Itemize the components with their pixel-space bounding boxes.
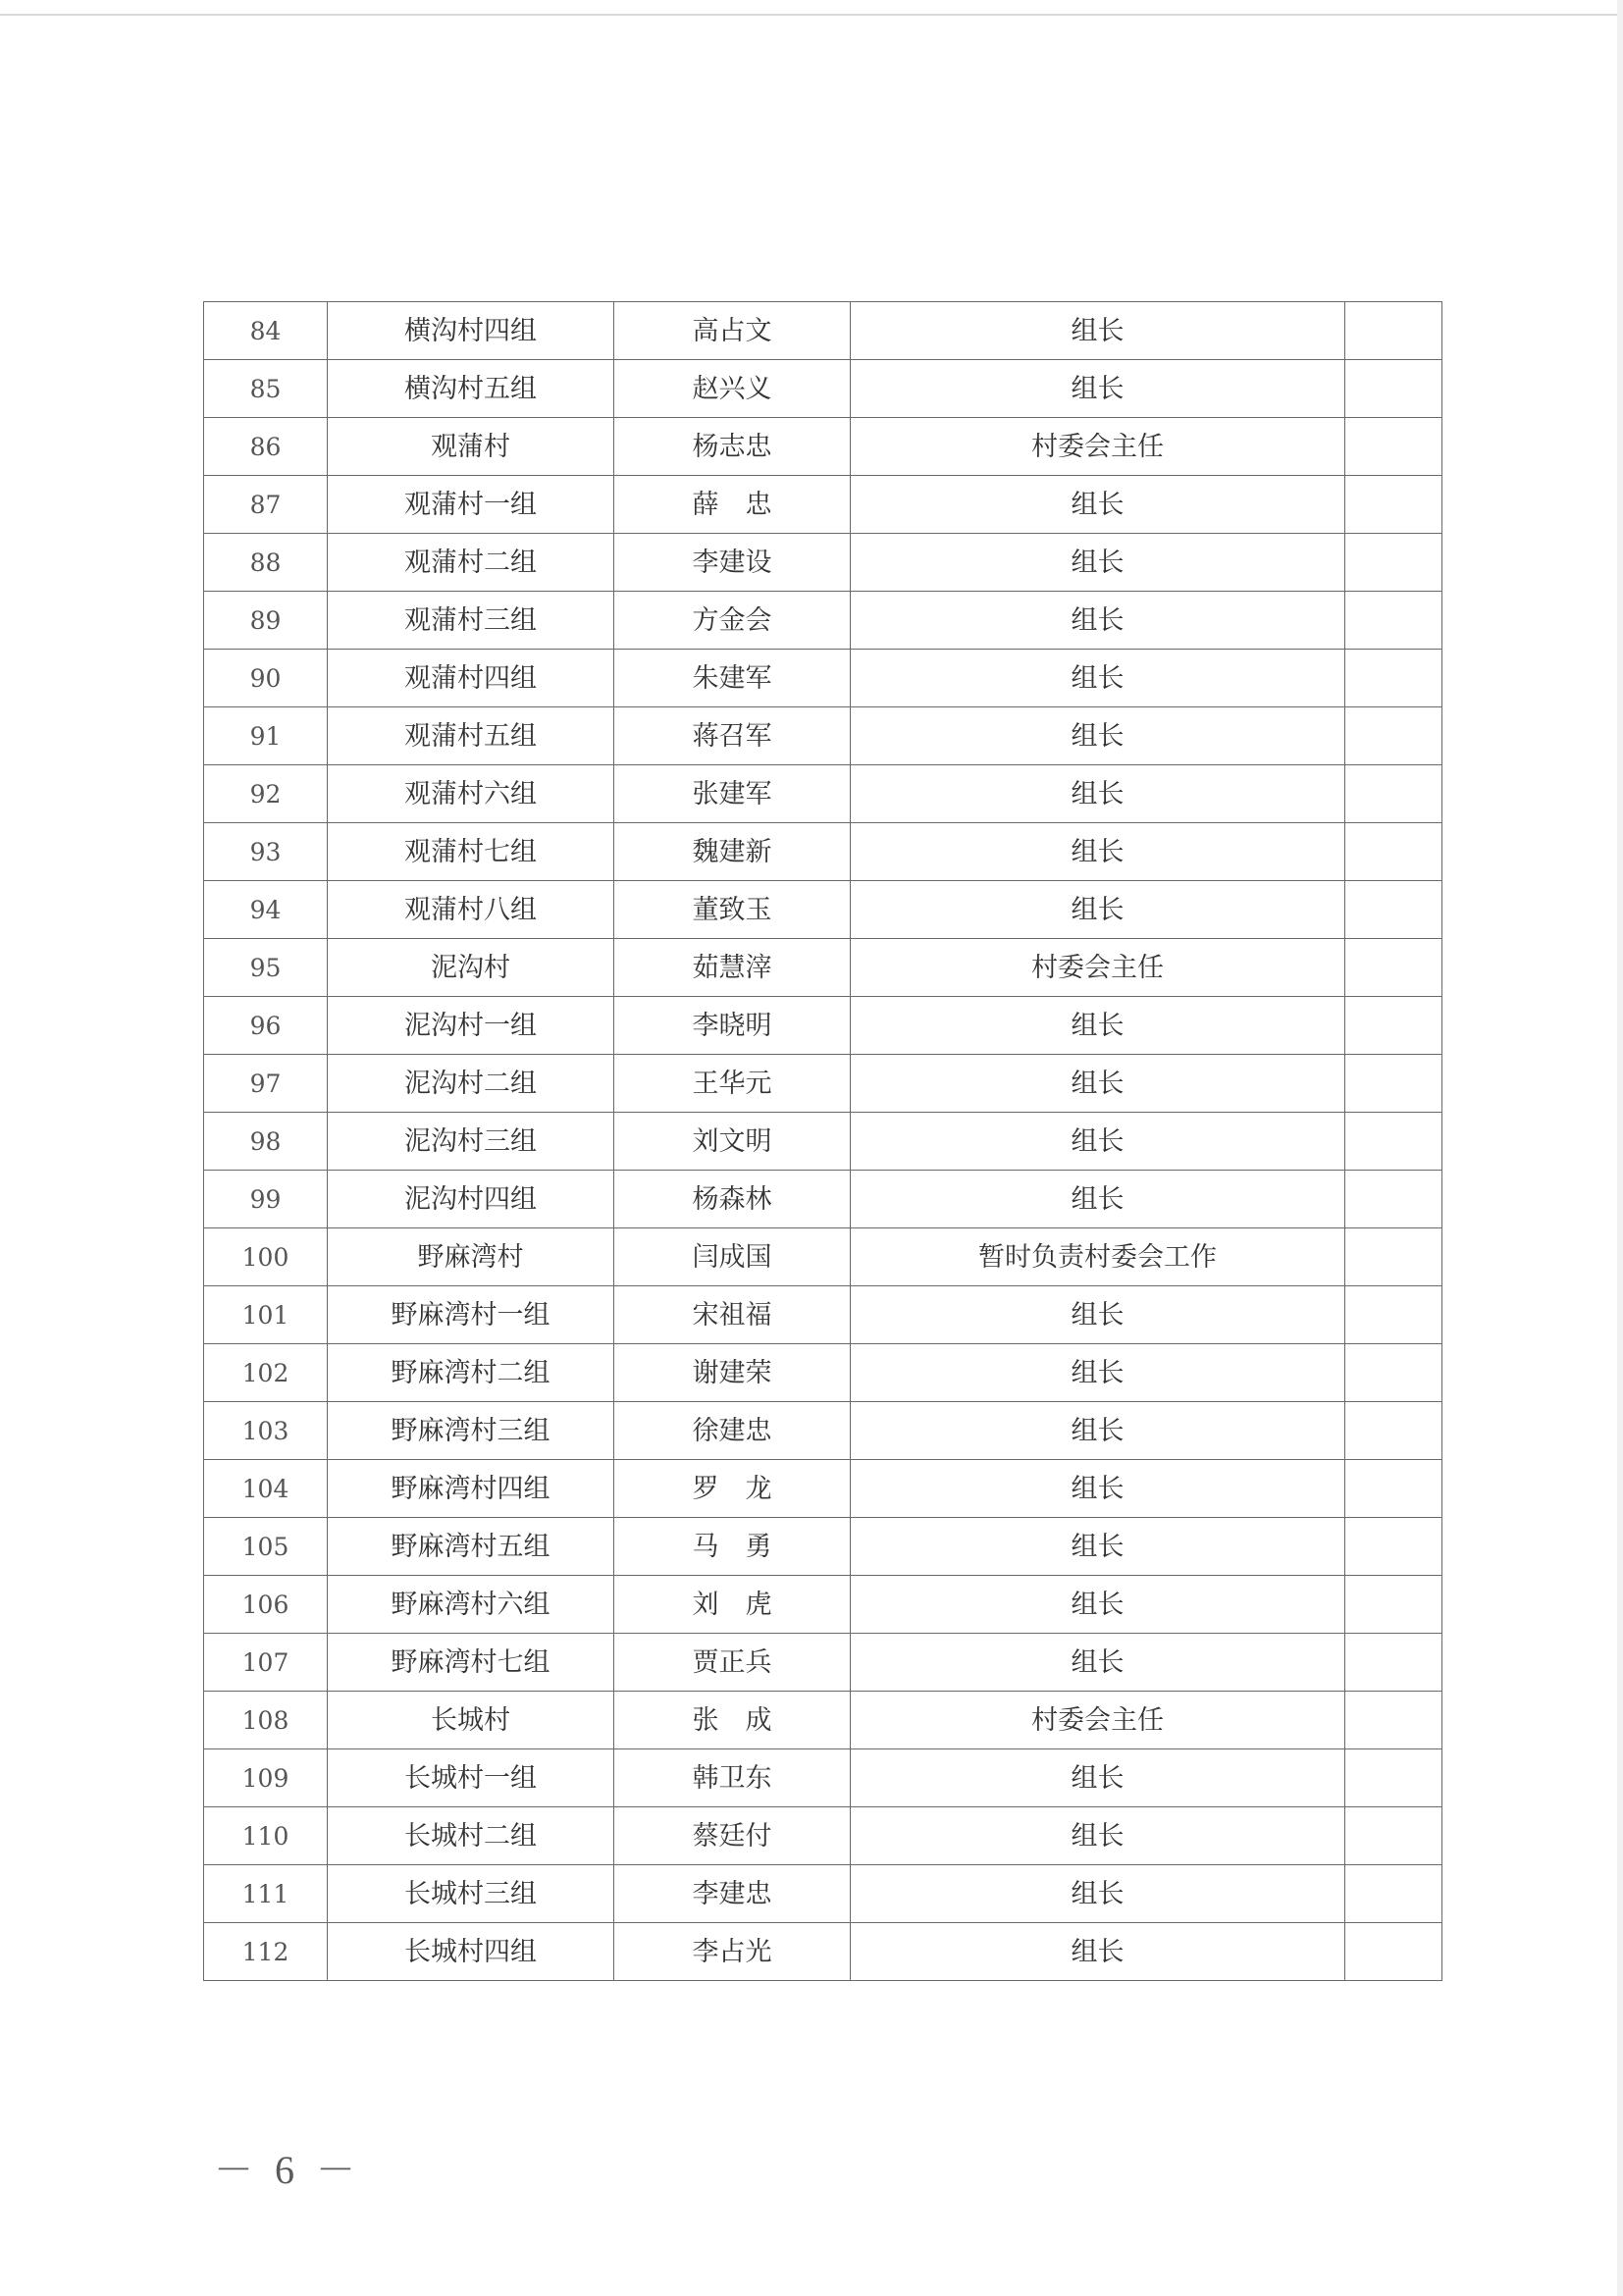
remarks-cell bbox=[1345, 823, 1442, 881]
table-row bbox=[204, 1113, 1442, 1171]
table-row bbox=[204, 1576, 1442, 1634]
person-name-cell: 董致玉 bbox=[614, 881, 851, 939]
table-row bbox=[204, 650, 1442, 707]
table-row bbox=[204, 1634, 1442, 1692]
row-number-cell: 102 bbox=[204, 1344, 328, 1402]
remarks-cell bbox=[1345, 1749, 1442, 1807]
table-row bbox=[204, 592, 1442, 650]
remarks-cell bbox=[1345, 707, 1442, 765]
village-group-cell: 泥沟村三组 bbox=[328, 1113, 614, 1171]
person-name-cell: 李占光 bbox=[614, 1923, 851, 1981]
row-number-cell: 85 bbox=[204, 360, 328, 418]
row-number-cell: 99 bbox=[204, 1171, 328, 1228]
person-name-cell: 马 勇 bbox=[614, 1518, 851, 1576]
table-row bbox=[204, 534, 1442, 592]
position-cell: 组长 bbox=[851, 1518, 1345, 1576]
person-name-cell: 张 成 bbox=[614, 1692, 851, 1749]
table-row bbox=[204, 1692, 1442, 1749]
village-group-cell: 观蒲村 bbox=[328, 418, 614, 476]
person-name-cell: 杨森林 bbox=[614, 1171, 851, 1228]
row-number-cell: 93 bbox=[204, 823, 328, 881]
row-number-cell: 103 bbox=[204, 1402, 328, 1460]
table-row bbox=[204, 881, 1442, 939]
row-number-cell: 109 bbox=[204, 1749, 328, 1807]
row-number-cell: 92 bbox=[204, 765, 328, 823]
roster-table bbox=[203, 301, 1442, 1981]
person-name-cell: 薛 忠 bbox=[614, 476, 851, 534]
person-name-cell: 罗 龙 bbox=[614, 1460, 851, 1518]
remarks-cell bbox=[1345, 1344, 1442, 1402]
village-group-cell: 野麻湾村一组 bbox=[328, 1286, 614, 1344]
row-number-cell: 110 bbox=[204, 1807, 328, 1865]
position-cell: 组长 bbox=[851, 1344, 1345, 1402]
village-group-cell: 泥沟村四组 bbox=[328, 1171, 614, 1228]
remarks-cell bbox=[1345, 1923, 1442, 1981]
remarks-cell bbox=[1345, 1113, 1442, 1171]
table-row bbox=[204, 823, 1442, 881]
person-name-cell: 宋祖福 bbox=[614, 1286, 851, 1344]
person-name-cell: 李建设 bbox=[614, 534, 851, 592]
remarks-cell bbox=[1345, 476, 1442, 534]
village-group-cell: 野麻湾村七组 bbox=[328, 1634, 614, 1692]
table-row bbox=[204, 1055, 1442, 1113]
row-number-cell: 111 bbox=[204, 1865, 328, 1923]
person-name-cell: 蒋召军 bbox=[614, 707, 851, 765]
village-group-cell: 横沟村四组 bbox=[328, 302, 614, 360]
row-number-cell: 100 bbox=[204, 1228, 328, 1286]
remarks-cell bbox=[1345, 1228, 1442, 1286]
village-group-cell: 观蒲村八组 bbox=[328, 881, 614, 939]
table-row bbox=[204, 302, 1442, 360]
position-cell: 组长 bbox=[851, 592, 1345, 650]
page-number: － 6 － bbox=[214, 2148, 361, 2192]
remarks-cell bbox=[1345, 650, 1442, 707]
village-group-cell: 横沟村五组 bbox=[328, 360, 614, 418]
table-row bbox=[204, 1171, 1442, 1228]
village-group-cell: 观蒲村二组 bbox=[328, 534, 614, 592]
row-number-cell: 95 bbox=[204, 939, 328, 997]
row-number-cell: 106 bbox=[204, 1576, 328, 1634]
remarks-cell bbox=[1345, 302, 1442, 360]
remarks-cell bbox=[1345, 418, 1442, 476]
person-name-cell: 赵兴义 bbox=[614, 360, 851, 418]
position-cell: 组长 bbox=[851, 476, 1345, 534]
village-group-cell: 观蒲村六组 bbox=[328, 765, 614, 823]
remarks-cell bbox=[1345, 1518, 1442, 1576]
remarks-cell bbox=[1345, 1692, 1442, 1749]
village-group-cell: 长城村四组 bbox=[328, 1923, 614, 1981]
village-group-cell: 泥沟村 bbox=[328, 939, 614, 997]
village-group-cell: 长城村三组 bbox=[328, 1865, 614, 1923]
row-number-cell: 88 bbox=[204, 534, 328, 592]
table-row bbox=[204, 765, 1442, 823]
position-cell: 组长 bbox=[851, 1576, 1345, 1634]
person-name-cell: 刘 虎 bbox=[614, 1576, 851, 1634]
village-group-cell: 长城村一组 bbox=[328, 1749, 614, 1807]
position-cell: 村委会主任 bbox=[851, 418, 1345, 476]
remarks-cell bbox=[1345, 997, 1442, 1055]
position-cell: 组长 bbox=[851, 302, 1345, 360]
table-row bbox=[204, 997, 1442, 1055]
village-group-cell: 野麻湾村六组 bbox=[328, 1576, 614, 1634]
remarks-cell bbox=[1345, 1460, 1442, 1518]
row-number-cell: 101 bbox=[204, 1286, 328, 1344]
table-row bbox=[204, 1228, 1442, 1286]
position-cell: 村委会主任 bbox=[851, 1692, 1345, 1749]
person-name-cell: 朱建军 bbox=[614, 650, 851, 707]
table-row bbox=[204, 1286, 1442, 1344]
row-number-cell: 90 bbox=[204, 650, 328, 707]
person-name-cell: 张建军 bbox=[614, 765, 851, 823]
village-group-cell: 野麻湾村二组 bbox=[328, 1344, 614, 1402]
person-name-cell: 王华元 bbox=[614, 1055, 851, 1113]
position-cell: 组长 bbox=[851, 1460, 1345, 1518]
position-cell: 组长 bbox=[851, 1634, 1345, 1692]
village-group-cell: 野麻湾村 bbox=[328, 1228, 614, 1286]
table-row bbox=[204, 1865, 1442, 1923]
row-number-cell: 86 bbox=[204, 418, 328, 476]
remarks-cell bbox=[1345, 1171, 1442, 1228]
position-cell: 组长 bbox=[851, 534, 1345, 592]
table-row bbox=[204, 939, 1442, 997]
row-number-cell: 98 bbox=[204, 1113, 328, 1171]
person-name-cell: 李晓明 bbox=[614, 997, 851, 1055]
row-number-cell: 104 bbox=[204, 1460, 328, 1518]
table-row bbox=[204, 1807, 1442, 1865]
position-cell: 组长 bbox=[851, 707, 1345, 765]
remarks-cell bbox=[1345, 939, 1442, 997]
remarks-cell bbox=[1345, 765, 1442, 823]
table-row bbox=[204, 1923, 1442, 1981]
position-cell: 组长 bbox=[851, 1807, 1345, 1865]
village-group-cell: 泥沟村一组 bbox=[328, 997, 614, 1055]
position-cell: 暂时负责村委会工作 bbox=[851, 1228, 1345, 1286]
position-cell: 组长 bbox=[851, 1923, 1345, 1981]
remarks-cell bbox=[1345, 592, 1442, 650]
position-cell: 组长 bbox=[851, 1055, 1345, 1113]
remarks-cell bbox=[1345, 881, 1442, 939]
village-group-cell: 观蒲村五组 bbox=[328, 707, 614, 765]
person-name-cell: 高占文 bbox=[614, 302, 851, 360]
village-group-cell: 长城村二组 bbox=[328, 1807, 614, 1865]
remarks-cell bbox=[1345, 1402, 1442, 1460]
position-cell: 组长 bbox=[851, 1171, 1345, 1228]
table-row bbox=[204, 1344, 1442, 1402]
scan-edge-shadow bbox=[1617, 0, 1623, 2296]
row-number-cell: 87 bbox=[204, 476, 328, 534]
position-cell: 组长 bbox=[851, 1286, 1345, 1344]
remarks-cell bbox=[1345, 1286, 1442, 1344]
position-cell: 组长 bbox=[851, 650, 1345, 707]
person-name-cell: 闫成国 bbox=[614, 1228, 851, 1286]
remarks-cell bbox=[1345, 1865, 1442, 1923]
remarks-cell bbox=[1345, 360, 1442, 418]
position-cell: 组长 bbox=[851, 1402, 1345, 1460]
position-cell: 组长 bbox=[851, 1865, 1345, 1923]
position-cell: 组长 bbox=[851, 360, 1345, 418]
position-cell: 村委会主任 bbox=[851, 939, 1345, 997]
village-group-cell: 观蒲村七组 bbox=[328, 823, 614, 881]
row-number-cell: 107 bbox=[204, 1634, 328, 1692]
village-group-cell: 野麻湾村五组 bbox=[328, 1518, 614, 1576]
remarks-cell bbox=[1345, 1634, 1442, 1692]
row-number-cell: 105 bbox=[204, 1518, 328, 1576]
position-cell: 组长 bbox=[851, 1749, 1345, 1807]
position-cell: 组长 bbox=[851, 765, 1345, 823]
remarks-cell bbox=[1345, 1576, 1442, 1634]
person-name-cell: 韩卫东 bbox=[614, 1749, 851, 1807]
person-name-cell: 杨志忠 bbox=[614, 418, 851, 476]
village-group-cell: 观蒲村一组 bbox=[328, 476, 614, 534]
position-cell: 组长 bbox=[851, 823, 1345, 881]
scan-border-line bbox=[0, 14, 1623, 16]
row-number-cell: 96 bbox=[204, 997, 328, 1055]
row-number-cell: 91 bbox=[204, 707, 328, 765]
table-row bbox=[204, 707, 1442, 765]
person-name-cell: 谢建荣 bbox=[614, 1344, 851, 1402]
table-row bbox=[204, 1402, 1442, 1460]
row-number-cell: 97 bbox=[204, 1055, 328, 1113]
village-group-cell: 野麻湾村四组 bbox=[328, 1460, 614, 1518]
position-cell: 组长 bbox=[851, 1113, 1345, 1171]
row-number-cell: 112 bbox=[204, 1923, 328, 1981]
village-group-cell: 泥沟村二组 bbox=[328, 1055, 614, 1113]
table-row bbox=[204, 418, 1442, 476]
person-name-cell: 魏建新 bbox=[614, 823, 851, 881]
person-name-cell: 蔡廷付 bbox=[614, 1807, 851, 1865]
person-name-cell: 贾正兵 bbox=[614, 1634, 851, 1692]
row-number-cell: 94 bbox=[204, 881, 328, 939]
position-cell: 组长 bbox=[851, 881, 1345, 939]
row-number-cell: 84 bbox=[204, 302, 328, 360]
person-name-cell: 徐建忠 bbox=[614, 1402, 851, 1460]
person-name-cell: 刘文明 bbox=[614, 1113, 851, 1171]
remarks-cell bbox=[1345, 1807, 1442, 1865]
remarks-cell bbox=[1345, 1055, 1442, 1113]
table-row bbox=[204, 476, 1442, 534]
table-row bbox=[204, 1749, 1442, 1807]
village-group-cell: 观蒲村三组 bbox=[328, 592, 614, 650]
position-cell: 组长 bbox=[851, 997, 1345, 1055]
village-group-cell: 野麻湾村三组 bbox=[328, 1402, 614, 1460]
village-group-cell: 长城村 bbox=[328, 1692, 614, 1749]
person-name-cell: 李建忠 bbox=[614, 1865, 851, 1923]
table-row bbox=[204, 1460, 1442, 1518]
table-row bbox=[204, 1518, 1442, 1576]
village-group-cell: 观蒲村四组 bbox=[328, 650, 614, 707]
remarks-cell bbox=[1345, 534, 1442, 592]
row-number-cell: 89 bbox=[204, 592, 328, 650]
person-name-cell: 茹慧滓 bbox=[614, 939, 851, 997]
person-name-cell: 方金会 bbox=[614, 592, 851, 650]
table-row bbox=[204, 360, 1442, 418]
row-number-cell: 108 bbox=[204, 1692, 328, 1749]
roster-table-body bbox=[204, 302, 1442, 1981]
